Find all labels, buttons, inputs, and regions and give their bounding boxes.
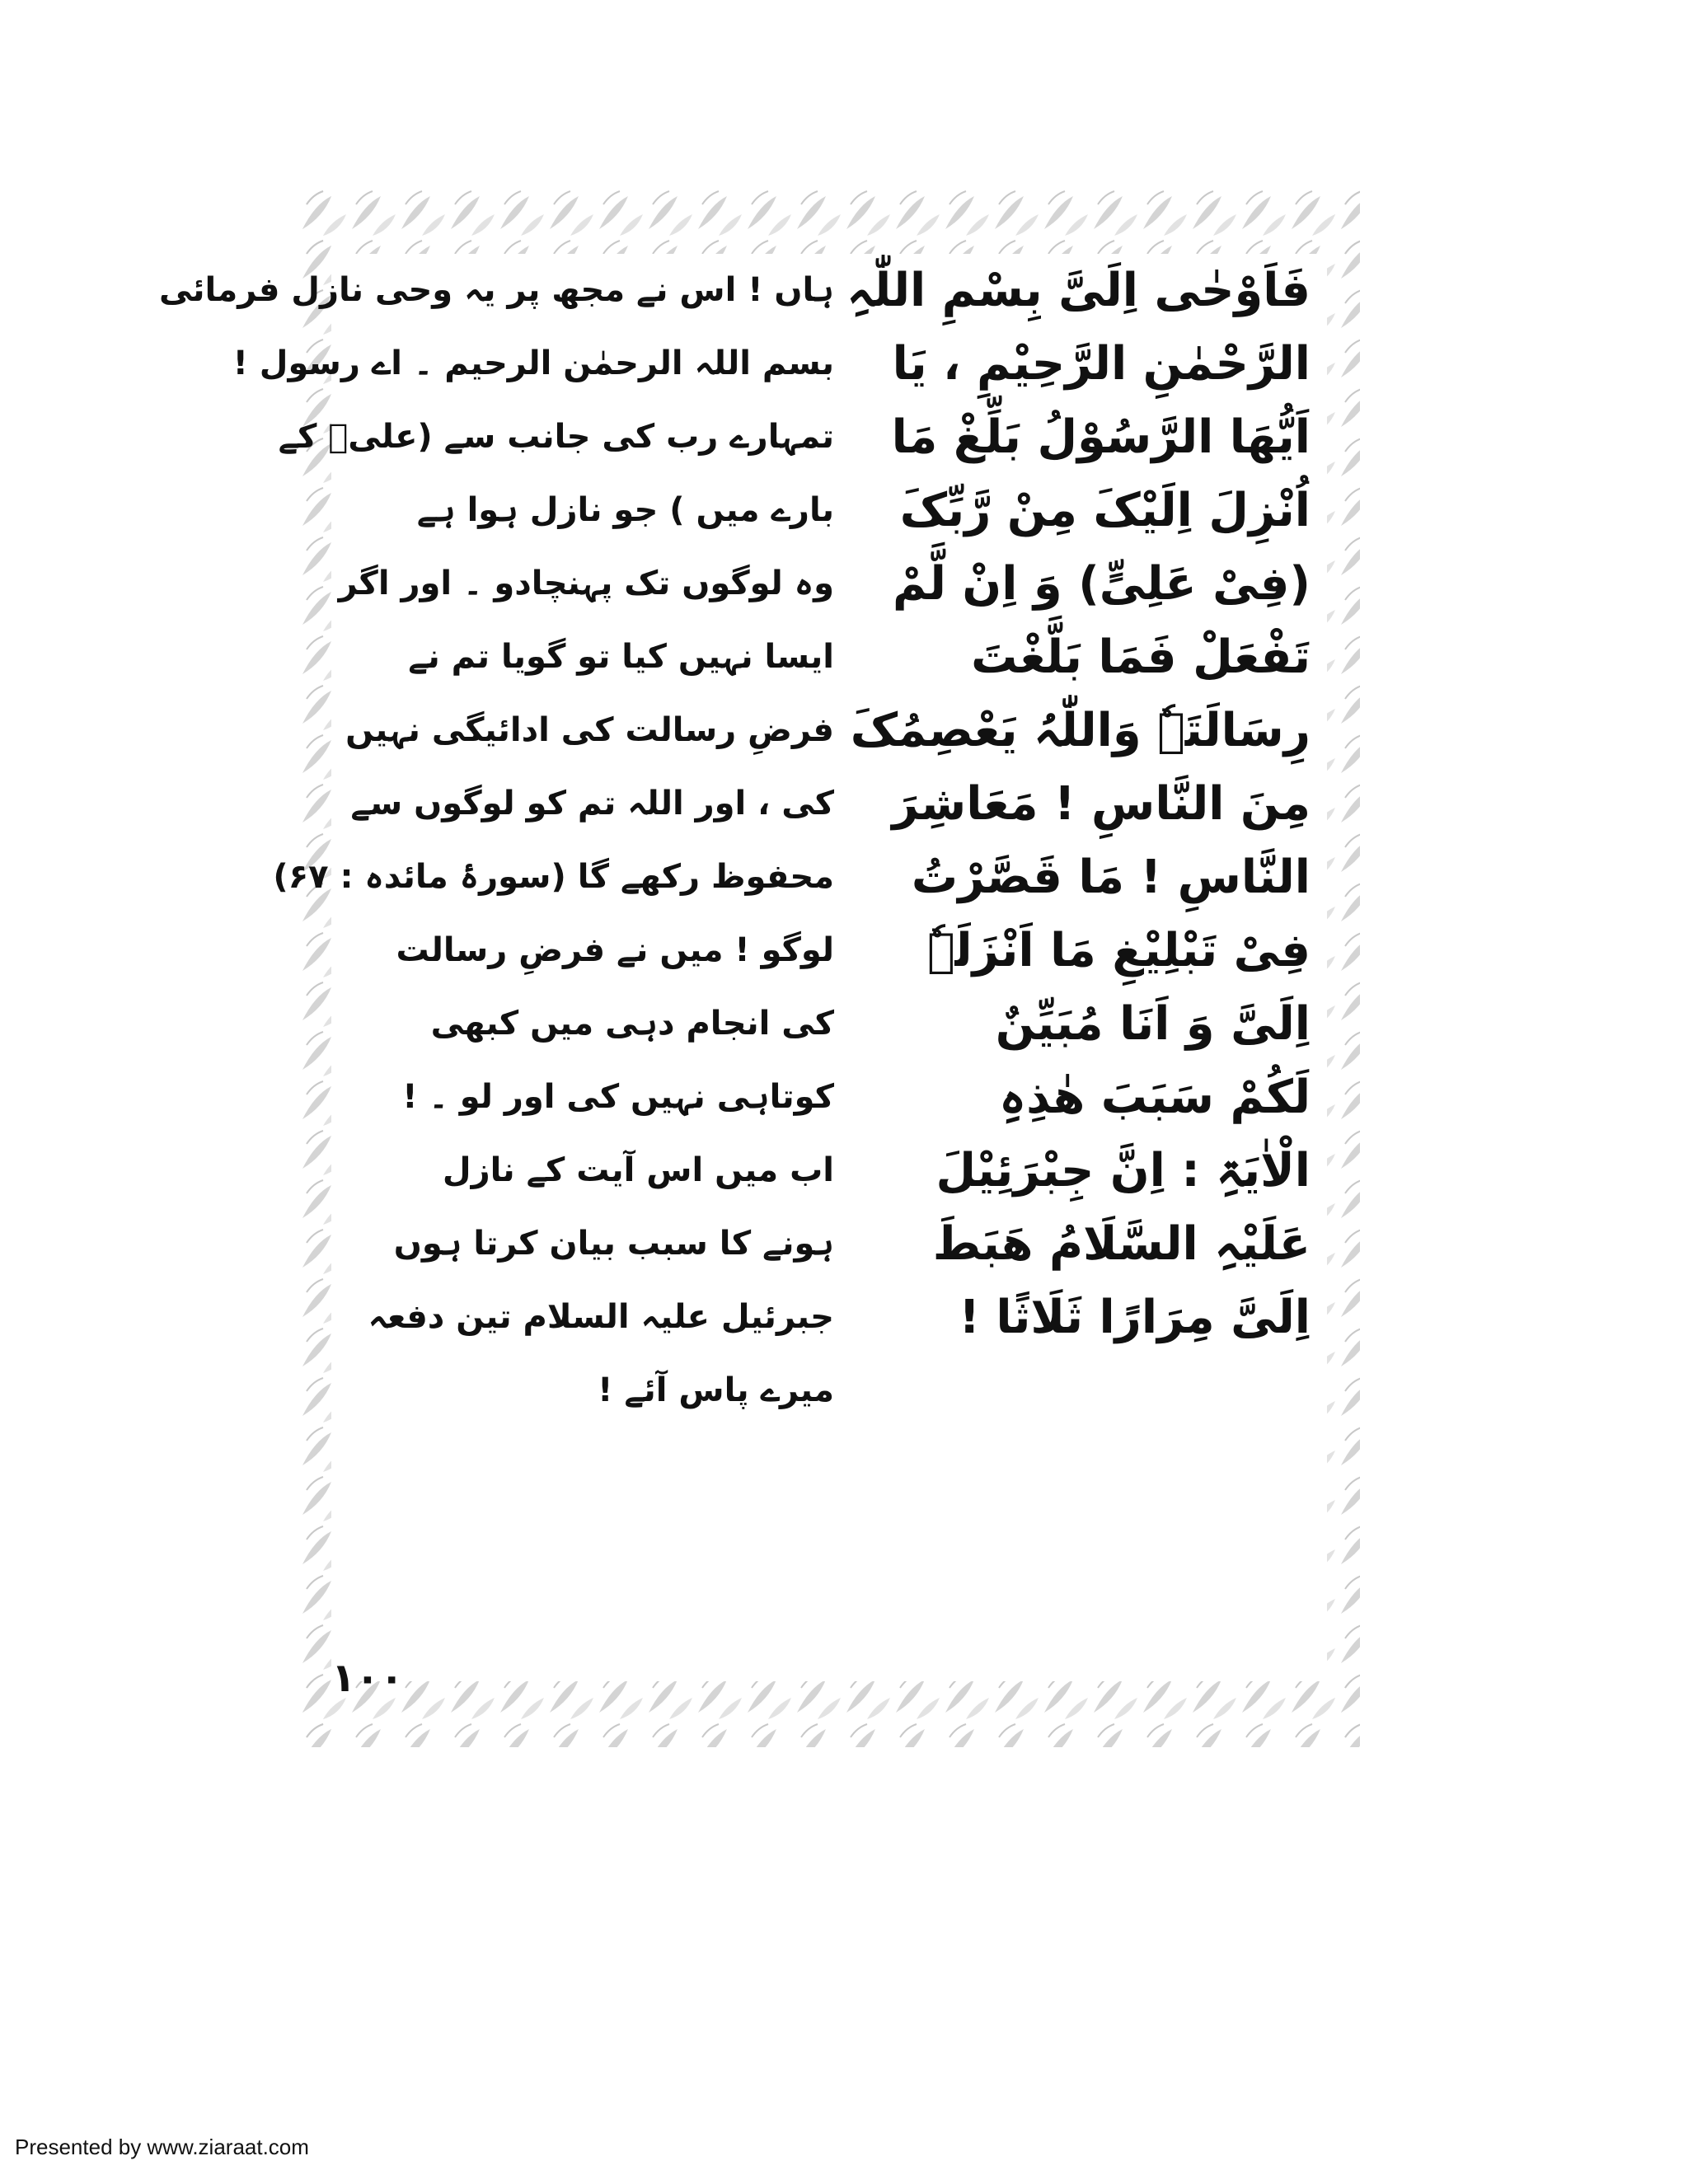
urdu-line: بارے میں ) جو نازل ہوا ہے bbox=[416, 491, 834, 529]
urdu-line: لوگو ! میں نے فرضِ رسالت bbox=[396, 931, 834, 969]
arabic-line: فِیْ تَبْلِیْغِ مَا اَنْزَلَہٗ bbox=[926, 924, 1311, 977]
urdu-line: فرضِ رسالت کی ادائیگی نہیں bbox=[345, 711, 834, 749]
arabic-line: اَیُّھَا الرَّسُوْلُ بَلِّغْ مَا bbox=[891, 410, 1311, 464]
arabic-line: تَفْعَلْ فَمَا بَلَّغْتَ bbox=[971, 630, 1311, 684]
arabic-line: مِنَ النَّاسِ ! مَعَاشِرَ bbox=[892, 777, 1311, 831]
urdu-line: بسم اللہ الرحمٰن الرحیم ۔ اے رسول ! bbox=[232, 344, 834, 382]
arabic-line: الْاٰیَۃِ : اِنَّ جِبْرَئِیْلَ bbox=[935, 1144, 1311, 1197]
urdu-line: وہ لوگوں تک پہنچادو ۔ اور اگر bbox=[338, 565, 834, 602]
urdu-line: محفوظ رکھے گا (سورۂ مائدہ : ۶۷) bbox=[273, 858, 834, 896]
arabic-line: اِلَیَّ مِرَارًا ثَلَاثًا ! bbox=[959, 1291, 1311, 1344]
arabic-line: اِلَیَّ وَ اَنَا مُبَیِّنٌ bbox=[995, 997, 1311, 1051]
arabic-line: رِسَالَتَہٗ وَاللّٰہُ یَعْصِمُکَ bbox=[850, 704, 1311, 757]
urdu-line: اب میں اس آیت کے نازل bbox=[442, 1151, 834, 1189]
arabic-line: الرَّحْمٰنِ الرَّحِیْمِ ، یَا bbox=[892, 337, 1311, 391]
urdu-line: میرے پاس آئے ! bbox=[598, 1371, 834, 1409]
urdu-line: ہونے کا سبب بیان کرتا ہوں bbox=[393, 1225, 834, 1263]
page-number: ۱۰۰ bbox=[331, 1655, 404, 1701]
arabic-line: لَکُمْ سَبَبَ ھٰذِہِ bbox=[999, 1071, 1311, 1124]
footer-credit: Presented by www.ziaraat.com bbox=[15, 2135, 309, 2159]
urdu-line: ایسا نہیں کیا تو گویا تم نے bbox=[408, 638, 834, 676]
arabic-line: فَاَوْحٰی اِلَیَّ بِسْمِ اللّٰہِ bbox=[846, 264, 1311, 317]
urdu-translation-column bbox=[159, 254, 834, 1427]
urdu-line: جبرئیل علیہ السلام تین دفعہ bbox=[368, 1298, 834, 1336]
arabic-line: النَّاسِ ! مَا قَصَّرْتُ bbox=[911, 851, 1311, 904]
urdu-line: کی انجام دہی میں کبھی bbox=[430, 1005, 834, 1043]
arabic-line: عَلَیْہِ السَّلَامُ ھَبَطَ bbox=[932, 1217, 1311, 1271]
urdu-line: ہاں ! اس نے مجھ پر یہ وحی نازل فرمائی bbox=[159, 271, 834, 309]
arabic-line: اُنْزِلَ اِلَیْکَ مِنْ رَّبِّکَ bbox=[899, 484, 1311, 537]
urdu-line: کوتاہی نہیں کی اور لو ۔ ! bbox=[402, 1078, 834, 1116]
book-page bbox=[159, 188, 1360, 1747]
page-content bbox=[159, 254, 1327, 1671]
arabic-line: (فِیْ عَلِیٍّ) وَ اِنْ لَّمْ bbox=[892, 557, 1311, 611]
arabic-text-column bbox=[846, 254, 1311, 1354]
urdu-line: تمہارے رب کی جانب سے (علیؑ کے bbox=[278, 418, 834, 456]
urdu-line: کی ، اور اللہ تم کو لوگوں سے bbox=[350, 785, 834, 823]
